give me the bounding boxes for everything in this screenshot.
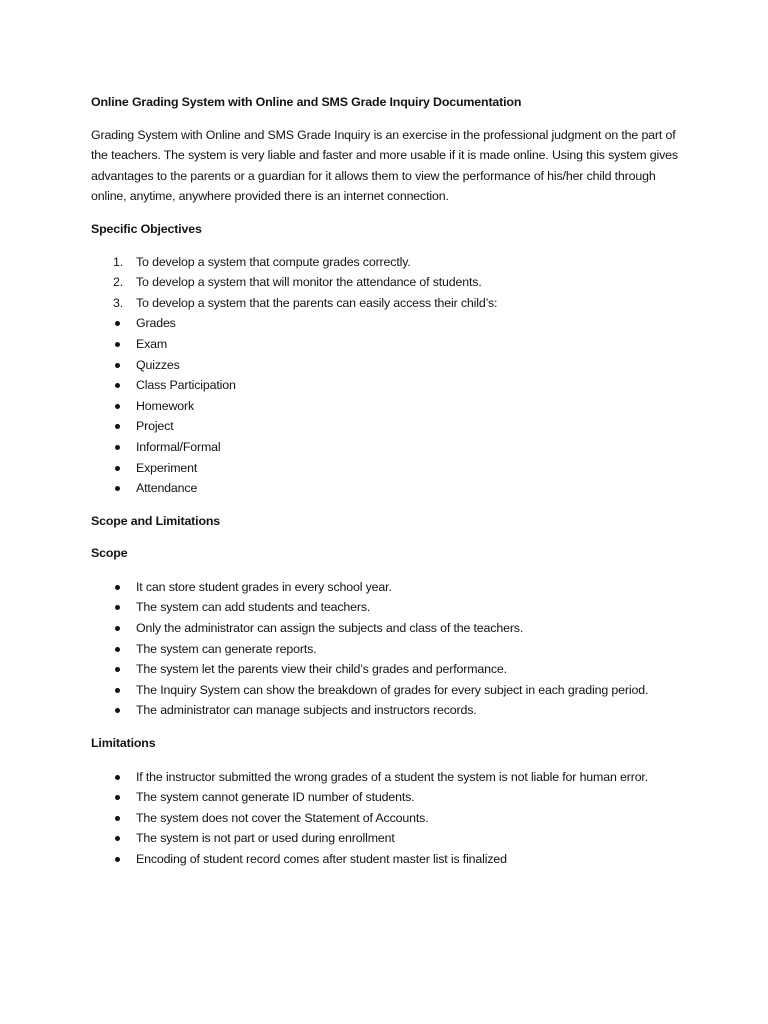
bullet-text: The administrator can manage subjects and instructors records. [136, 703, 477, 718]
bullet-text: Class Participation [136, 378, 236, 393]
bullet-text: Exam [136, 336, 168, 351]
list-item [91, 787, 681, 808]
bullet-icon [115, 667, 120, 672]
list-item [91, 639, 681, 660]
objective-text: To develop a system that the parents can easily access their child’s: [136, 295, 498, 310]
bullet-text: Grades [136, 316, 176, 331]
objective-text: To develop a system that will monitor the attendance of students. [136, 275, 482, 290]
bullet-icon [115, 647, 120, 652]
bullet-text: The system is not part or used during enrollment [136, 831, 395, 846]
bullet-text: It can store student grades in every school year. [136, 579, 392, 594]
list-item [91, 659, 681, 680]
bullet-icon [115, 605, 120, 610]
scope-heading: Scope [91, 546, 128, 561]
bullet-text: Informal/Formal [136, 439, 221, 454]
bullet-icon [115, 816, 120, 821]
scope-limitations-heading: Scope and Limitations [91, 513, 221, 528]
bullet-text: The system cannot generate ID number of students. [136, 790, 415, 805]
objective-text: To develop a system that compute grades correctly. [136, 254, 411, 269]
bullet-icon [115, 775, 120, 780]
bullet-text: The system does not cover the Statement of Accounts. [136, 810, 429, 825]
bullet-icon [115, 342, 120, 347]
list-item [91, 808, 681, 829]
list-item [91, 700, 681, 721]
bullet-icon [115, 857, 120, 862]
bullet-icon [115, 424, 120, 429]
list-item [91, 437, 681, 458]
bullet-text: Experiment [136, 460, 198, 475]
list-item [91, 396, 681, 417]
document-content [91, 92, 681, 870]
intro-paragraph: Grading System with Online and SMS Grade Inquiry is an exercise in the professional judgment on the part of the teachers. The system is very liable and faster and more usable if it is made online. Using this system gives advantages to the parents or a guardian for it allows them to view the performance of his/her child through online, anytime, anywhere provided there is an internet connection. [91, 127, 678, 204]
document-title: Online Grading System with Online and SMS Grade Inquiry Documentation [91, 95, 522, 109]
list-item [91, 767, 681, 788]
objectives-heading: Specific Objectives [91, 221, 202, 236]
bullet-icon [115, 404, 120, 409]
bullet-text: Attendance [136, 481, 198, 496]
limitations-heading: Limitations [91, 736, 156, 751]
bullet-text: Quizzes [136, 357, 180, 372]
bullet-icon [115, 626, 120, 631]
list-item [91, 577, 681, 598]
bullet-text: Encoding of student record comes after student master list is finalized [136, 852, 507, 866]
list-item [91, 618, 681, 639]
bullet-icon [115, 486, 120, 491]
bullet-text: The system can add students and teachers. [136, 600, 371, 615]
bullet-text: The Inquiry System can show the breakdown of grades for every subject in each grading period. [136, 682, 649, 697]
objective-item [91, 252, 681, 273]
bullet-icon [115, 795, 120, 800]
limitations-list [91, 767, 681, 870]
bullet-text: Homework [136, 398, 195, 413]
list-item [91, 355, 681, 376]
list-item [91, 458, 681, 479]
bullet-icon [115, 688, 120, 693]
bullet-text: Only the administrator can assign the subjects and class of the teachers. [136, 621, 524, 636]
bullet-text: Project [136, 419, 174, 434]
bullet-icon [115, 708, 120, 713]
list-number: 2. [113, 275, 124, 290]
bullet-icon [115, 466, 120, 471]
list-item [91, 828, 681, 849]
list-item [91, 334, 681, 355]
list-item [91, 597, 681, 618]
bullet-icon [115, 383, 120, 388]
objectives-bullet-list [91, 313, 681, 498]
list-number: 3. [113, 295, 124, 310]
list-item [91, 416, 681, 437]
objective-item [91, 293, 681, 314]
bullet-icon [115, 321, 120, 326]
list-item [91, 849, 681, 870]
bullet-text: The system can generate reports. [136, 641, 317, 656]
list-number: 1. [113, 254, 124, 269]
bullet-icon [115, 445, 120, 450]
scope-list [91, 577, 681, 721]
list-item [91, 375, 681, 396]
objectives-numbered-list [91, 252, 681, 314]
bullet-text: If the instructor submitted the wrong grades of a student the system is not liable for human error. [136, 769, 649, 784]
bullet-icon [115, 363, 120, 368]
bullet-icon [115, 585, 120, 590]
bullet-icon [115, 836, 120, 841]
objective-item [91, 272, 681, 293]
list-item [91, 313, 681, 334]
list-item [91, 680, 681, 701]
bullet-text: The system let the parents view their child’s grades and performance. [136, 662, 507, 677]
list-item [91, 478, 681, 499]
